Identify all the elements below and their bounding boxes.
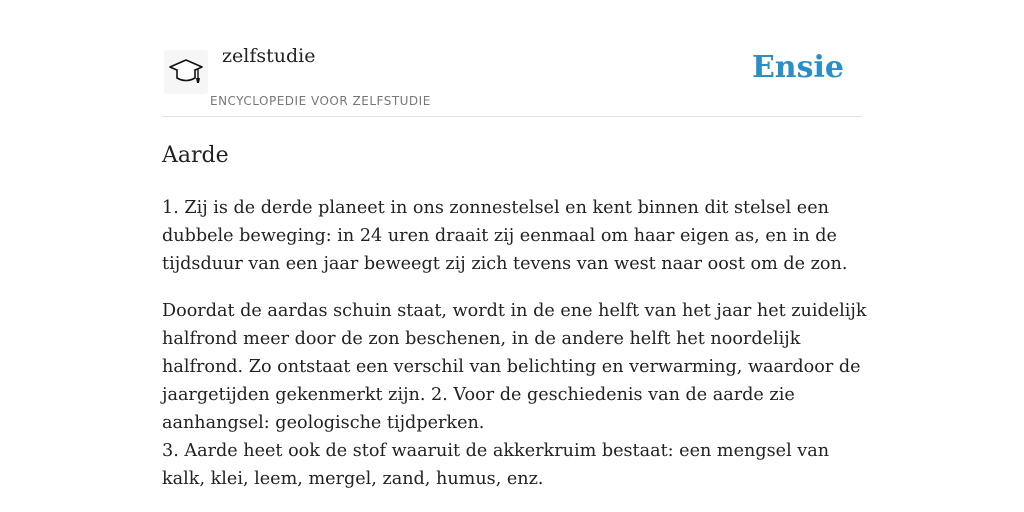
page bbox=[162, 0, 867, 493]
site-name-link[interactable]: zelfstudie bbox=[222, 45, 316, 67]
site-tagline: ENCYCLOPEDIE VOOR ZELFSTUDIE bbox=[210, 94, 431, 108]
brand-logo-link[interactable]: Ensie bbox=[751, 50, 844, 85]
article-title: Aarde bbox=[162, 143, 229, 168]
article-text: 3. Aarde heet ook de stof waaruit de akkerkruim bestaat: een mengsel van kalk, klei, leem, mergel, zand, humus, enz. bbox=[162, 441, 830, 489]
site-header bbox=[162, 0, 862, 117]
article-text: Doordat de aardas schuin staat, wordt in de ene helft van het jaar het zuidelijk halfrond meer door de zon beschenen, in de andere helft het noordelijk halfrond. Zo ontstaat een verschil van belichting en verwarming, waardoor de jaargetijden gekenmerkt zijn. 2. Voor de geschiedenis van de aarde zie aanhangsel: geologische tijdperken. bbox=[162, 301, 867, 433]
site-logo[interactable] bbox=[164, 50, 208, 94]
graduation-cap-icon bbox=[168, 56, 204, 88]
article-paragraph: 1. Zij is de derde planeet in ons zonnestelsel en kent binnen dit stelsel een dubbele beweging: in 24 uren draait zij eenmaal om haar eigen as, en in de tijdsduur van een jaar beweegt zij zich tevens van west naar oost om de zon. bbox=[162, 198, 848, 274]
article-paragraph bbox=[162, 297, 872, 493]
